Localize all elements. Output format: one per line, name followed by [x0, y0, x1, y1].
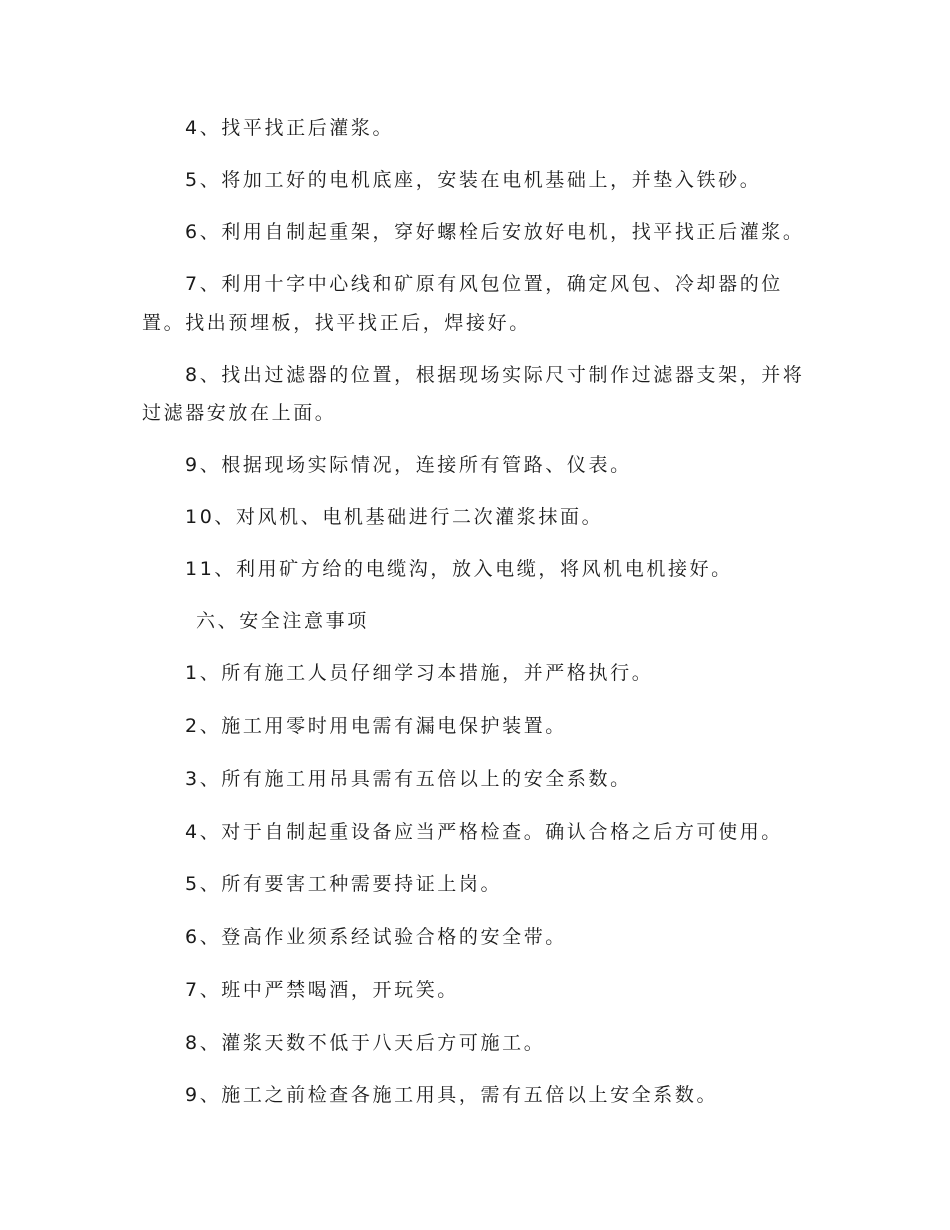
- paragraph-line: 置。找出预埋板，找平找正后，焊接好。: [142, 312, 531, 334]
- paragraph-line: 过滤器安放在上面。: [142, 402, 337, 424]
- paragraph-line: 7、班中严禁喝酒，开玩笑。: [185, 979, 459, 1001]
- paragraph-line: 9、根据现场实际情况，连接所有管路、仪表。: [185, 454, 632, 476]
- paragraph-line: 9、施工之前检查各施工用具，需有五倍以上安全系数。: [185, 1084, 719, 1106]
- paragraph-line: 5、所有要害工种需要持证上岗。: [185, 873, 503, 895]
- paragraph-line: 7、利用十字中心线和矿原有风包位置，确定风包、冷却器的位: [185, 273, 783, 295]
- paragraph-line: 6、利用自制起重架，穿好螺栓后安放好电机，找平找正后灌浆。: [185, 221, 805, 243]
- section-heading: 六、安全注意事项: [196, 610, 369, 632]
- paragraph-line: 4、找平找正后灌浆。: [185, 117, 395, 139]
- paragraph-line: 5、将加工好的电机底座，安装在电机基础上，并垫入铁砂。: [185, 169, 762, 191]
- paragraph-line: 11、利用矿方给的电缆沟，放入电缆，将风机电机接好。: [185, 558, 733, 580]
- paragraph-line: 1、所有施工人员仔细学习本措施，并严格执行。: [185, 662, 654, 684]
- paragraph-line: 6、登高作业须系经试验合格的安全带。: [185, 926, 567, 948]
- paragraph-line: 4、对于自制起重设备应当严格检查。确认合格之后方可使用。: [185, 821, 783, 843]
- paragraph-line: 3、所有施工用吊具需有五倍以上的安全系数。: [185, 768, 632, 790]
- paragraph-line: 8、找出过滤器的位置，根据现场实际尺寸制作过滤器支架，并将: [185, 364, 805, 386]
- paragraph-line: 2、施工用零时用电需有漏电保护装置。: [185, 715, 567, 737]
- paragraph-line: 10、对风机、电机基础进行二次灌浆抹面。: [185, 506, 604, 528]
- paragraph-line: 8、灌浆天数不低于八天后方可施工。: [185, 1032, 546, 1054]
